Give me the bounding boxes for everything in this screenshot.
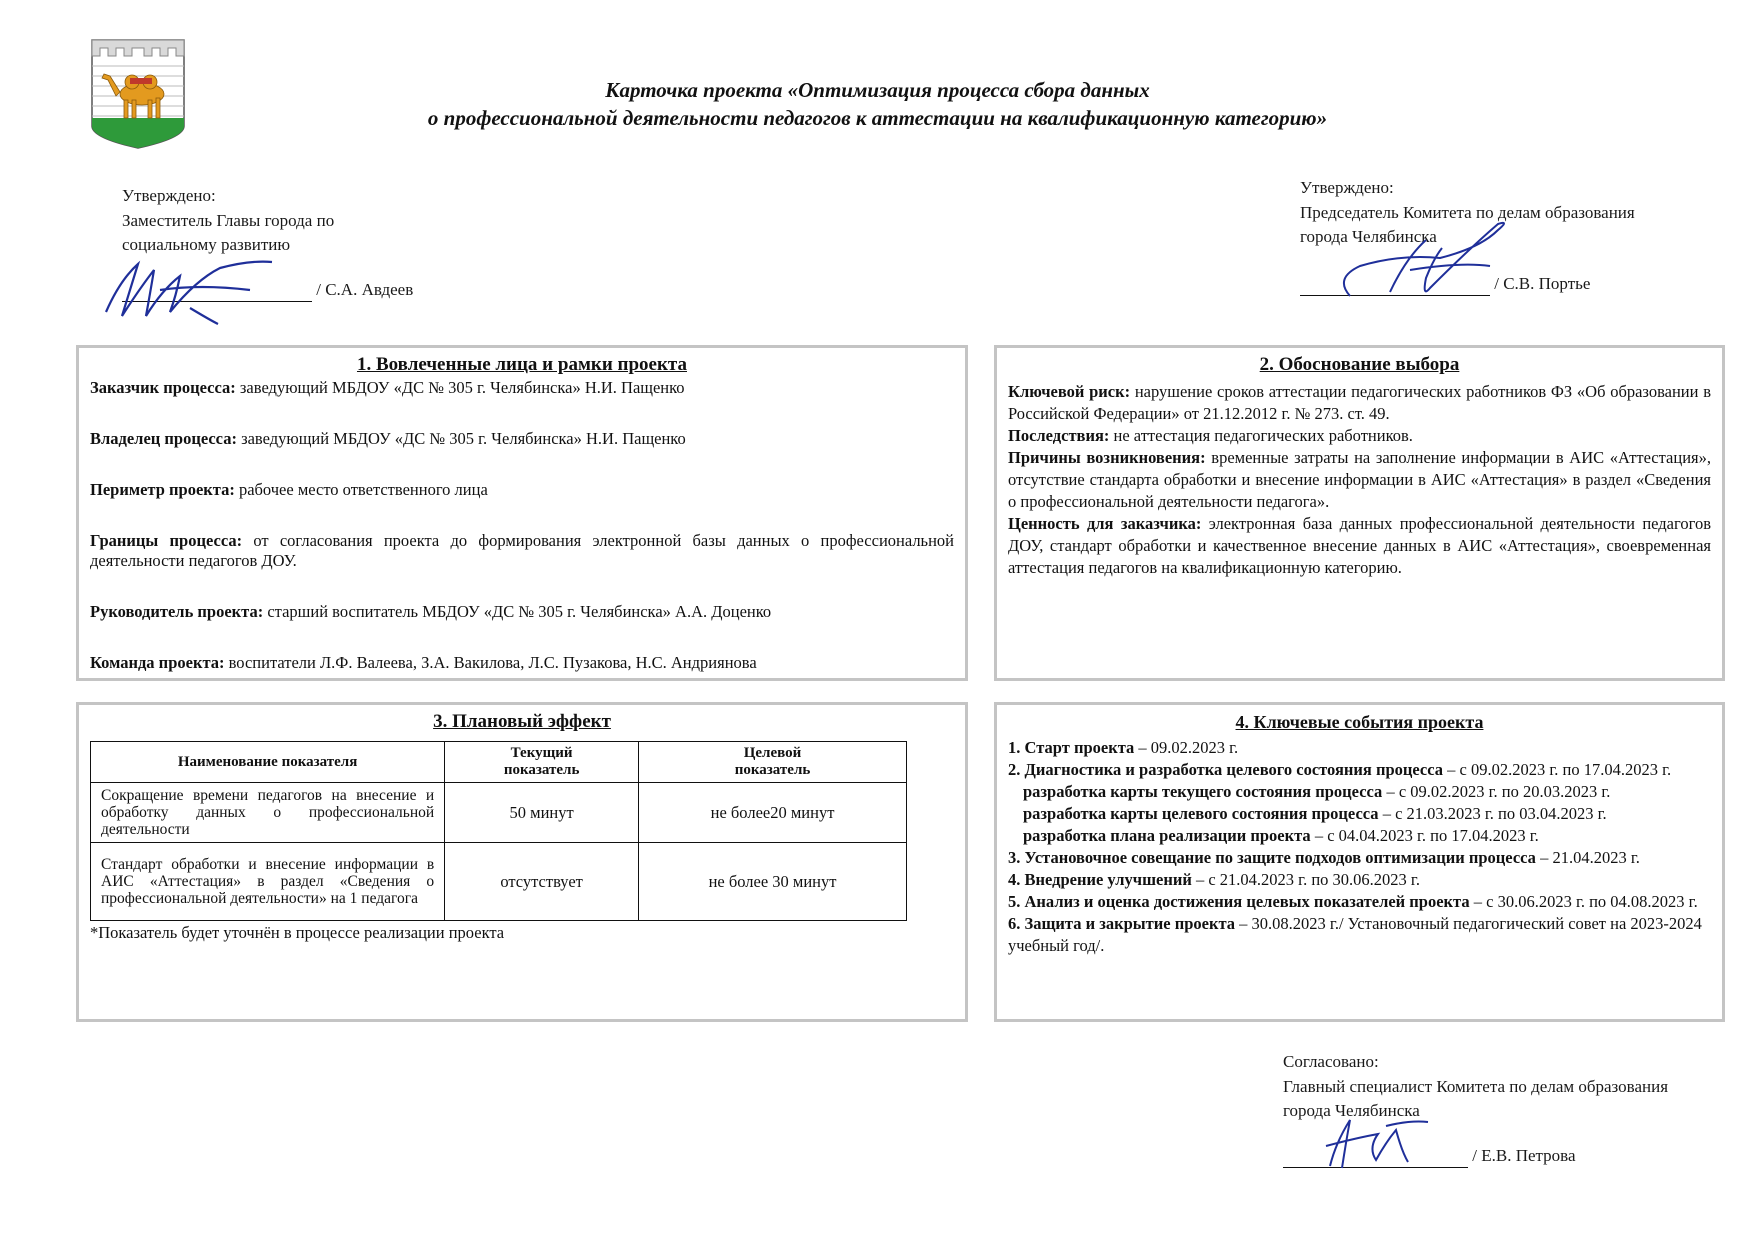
section-planned-effect bbox=[76, 702, 968, 1022]
signature-avdeev bbox=[100, 250, 290, 330]
event-date: – с 30.06.2023 г. по 04.08.2023 г. bbox=[1469, 892, 1698, 911]
current-value: отсутствует bbox=[445, 843, 639, 921]
effect-table bbox=[90, 741, 907, 921]
event-item bbox=[1008, 737, 1711, 759]
item-text: нарушение сроков аттестации педагогических работников ФЗ «Об образовании в Российской Федерации» от 21.12.2012 г. № 273. ст. 49. bbox=[1008, 382, 1711, 423]
document-title bbox=[0, 76, 1755, 132]
item-label: Ценность для заказчика: bbox=[1008, 514, 1202, 533]
approval-left-line2: социальному развитию bbox=[122, 235, 291, 254]
event-date: – с 21.03.2023 г. по 03.04.2023 г. bbox=[1378, 804, 1607, 823]
event-date: – с 09.02.2023 г. по 17.04.2023 г. bbox=[1443, 760, 1672, 779]
item-label: Последствия: bbox=[1008, 426, 1110, 445]
current-value: 50 минут bbox=[445, 783, 639, 843]
event-item bbox=[1008, 847, 1711, 869]
event-label: разработка плана реализации проекта bbox=[1023, 826, 1311, 845]
event-item bbox=[1008, 891, 1711, 913]
item-label: Руководитель проекта: bbox=[90, 602, 264, 621]
indicator-name: Сокращение времени педагогов на внесение и обработку данных о профессиональной деятельности bbox=[91, 783, 445, 843]
section-justification bbox=[994, 345, 1725, 681]
section-1-item bbox=[90, 531, 954, 571]
item-text: электронная база данных профессиональной деятельности педагогов ДОУ, стандарт обработки и качественное внесение данных в АИС «Аттестация», своевременная аттестация педагогов на квалификационную категорию. bbox=[1008, 514, 1712, 577]
indicator-name: Стандарт обработки и внесение информации в АИС «Аттестация» в раздел «Сведения о профессиональной деятельности» на 1 педагога bbox=[91, 843, 445, 921]
event-date: – с 04.04.2023 г. по 17.04.2023 г. bbox=[1310, 826, 1539, 845]
approval-left-label: Утверждено: bbox=[122, 186, 216, 205]
column-header: Текущий показатель bbox=[445, 742, 639, 783]
section-2-item bbox=[1008, 425, 1711, 447]
item-text: воспитатели Л.Ф. Валеева, З.А. Вакилова, Л.С. Пузакова, Н.С. Андриянова bbox=[228, 653, 757, 672]
event-label: 4. Внедрение улучшений bbox=[1008, 870, 1192, 889]
item-label: Владелец процесса: bbox=[90, 429, 237, 448]
approval-bottom-signer: / Е.В. Петрова bbox=[1472, 1145, 1576, 1165]
event-item bbox=[1008, 913, 1711, 957]
section-1-item bbox=[90, 653, 954, 673]
section-2-item bbox=[1008, 513, 1711, 579]
event-date: – с 21.04.2023 г. по 30.06.2023 г. bbox=[1191, 870, 1420, 889]
event-item bbox=[1008, 825, 1711, 847]
column-header: Целевой показатель bbox=[639, 742, 907, 783]
title-line-2: о профессиональной деятельности педагогов к аттестации на квалификационную категорию» bbox=[427, 106, 1328, 130]
signature-portye bbox=[1330, 218, 1520, 310]
section-2-title: 2. Обоснование выбора bbox=[1259, 354, 1460, 375]
item-label: Границы процесса: bbox=[90, 531, 243, 550]
event-date: – 09.02.2023 г. bbox=[1134, 738, 1239, 757]
item-label: Периметр проекта: bbox=[90, 480, 235, 499]
approval-left-line1: Заместитель Главы города по bbox=[122, 210, 335, 230]
item-text: временные затраты на заполнение информации в АИС «Аттестация», отсутствие стандарта обработки и внесение информации в АИС «Аттестация» в раздел «Сведения о профессиональной деятельности педагога». bbox=[1008, 448, 1711, 511]
event-item bbox=[1008, 759, 1711, 781]
item-text: старший воспитатель МБДОУ «ДС № 305 г. Челябинска» А.А. Доценко bbox=[267, 602, 772, 621]
event-item bbox=[1008, 781, 1711, 803]
section-1-item bbox=[90, 602, 954, 622]
section-2-item bbox=[1008, 447, 1711, 513]
target-value: не более 30 минут bbox=[639, 843, 907, 921]
section-4-title: 4. Ключевые события проекта bbox=[1235, 712, 1484, 732]
approval-bottom-line1: Главный специалист Комитета по делам образования bbox=[1283, 1076, 1669, 1096]
table-row bbox=[91, 783, 907, 843]
event-label: разработка карты целевого состояния процесса bbox=[1023, 804, 1379, 823]
item-text: не аттестация педагогических работников. bbox=[1113, 426, 1413, 445]
section-1-item bbox=[90, 480, 954, 500]
section-2-item bbox=[1008, 381, 1711, 425]
event-item bbox=[1008, 803, 1711, 825]
item-label: Команда проекта: bbox=[90, 653, 225, 672]
table-row bbox=[91, 843, 907, 921]
event-label: 6. Защита и закрытие проекта bbox=[1008, 914, 1236, 933]
approval-right-line2: города Челябинска bbox=[1300, 227, 1437, 246]
section-1-item bbox=[90, 378, 954, 398]
event-date: – с 09.02.2023 г. по 20.03.2023 г. bbox=[1382, 782, 1611, 801]
item-label: Ключевой риск: bbox=[1008, 382, 1131, 401]
item-label: Заказчик процесса: bbox=[90, 378, 236, 397]
approval-left-signer: / С.А. Авдеев bbox=[316, 279, 414, 299]
approval-right-line1: Председатель Комитета по делам образования bbox=[1300, 202, 1635, 222]
event-label: 1. Старт проекта bbox=[1008, 738, 1135, 757]
table-footnote: *Показатель будет уточнён в процессе реализации проекта bbox=[90, 923, 505, 942]
column-header: Наименование показателя bbox=[91, 742, 445, 783]
event-label: 5. Анализ и оценка достижения целевых показателей проекта bbox=[1008, 892, 1470, 911]
section-key-events bbox=[994, 702, 1725, 1022]
item-text: рабочее место ответственного лица bbox=[238, 480, 488, 499]
item-text: от согласования проекта до формирования электронной базы данных о профессиональной деятельности педагогов ДОУ. bbox=[90, 531, 954, 570]
approval-right-signer: / С.В. Портье bbox=[1494, 273, 1591, 293]
approval-bottom-label: Согласовано: bbox=[1283, 1052, 1379, 1071]
event-date: – 21.04.2023 г. bbox=[1535, 848, 1640, 867]
item-text: заведующий МБДОУ «ДС № 305 г. Челябинска» Н.И. Пащенко bbox=[239, 378, 685, 397]
section-1-title: 1. Вовлеченные лица и рамки проекта bbox=[356, 354, 687, 375]
event-item bbox=[1008, 869, 1711, 891]
item-label: Причины возникновения: bbox=[1008, 448, 1206, 467]
section-involved-parties bbox=[76, 345, 968, 681]
event-label: 3. Установочное совещание по защите подходов оптимизации процесса bbox=[1008, 848, 1536, 867]
target-value: не более20 минут bbox=[639, 783, 907, 843]
event-label: разработка карты текущего состояния процесса bbox=[1023, 782, 1383, 801]
approval-right-label: Утверждено: bbox=[1300, 178, 1394, 197]
signature-petrova bbox=[1316, 1112, 1436, 1172]
section-1-item bbox=[90, 429, 954, 449]
section-3-title: 3. Плановый эффект bbox=[433, 711, 611, 732]
title-line-1: Карточка проекта «Оптимизация процесса сбора данных bbox=[605, 78, 1150, 102]
approval-bottom-line2: города Челябинска bbox=[1283, 1101, 1420, 1120]
table-header-row bbox=[91, 742, 907, 783]
item-text: заведующий МБДОУ «ДС № 305 г. Челябинска» Н.И. Пащенко bbox=[241, 429, 686, 448]
event-label: 2. Диагностика и разработка целевого состояния процесса bbox=[1008, 760, 1444, 779]
event-date: – 30.08.2023 г./ Установочный педагогический совет на 2023-2024 учебный год/. bbox=[1008, 914, 1702, 955]
